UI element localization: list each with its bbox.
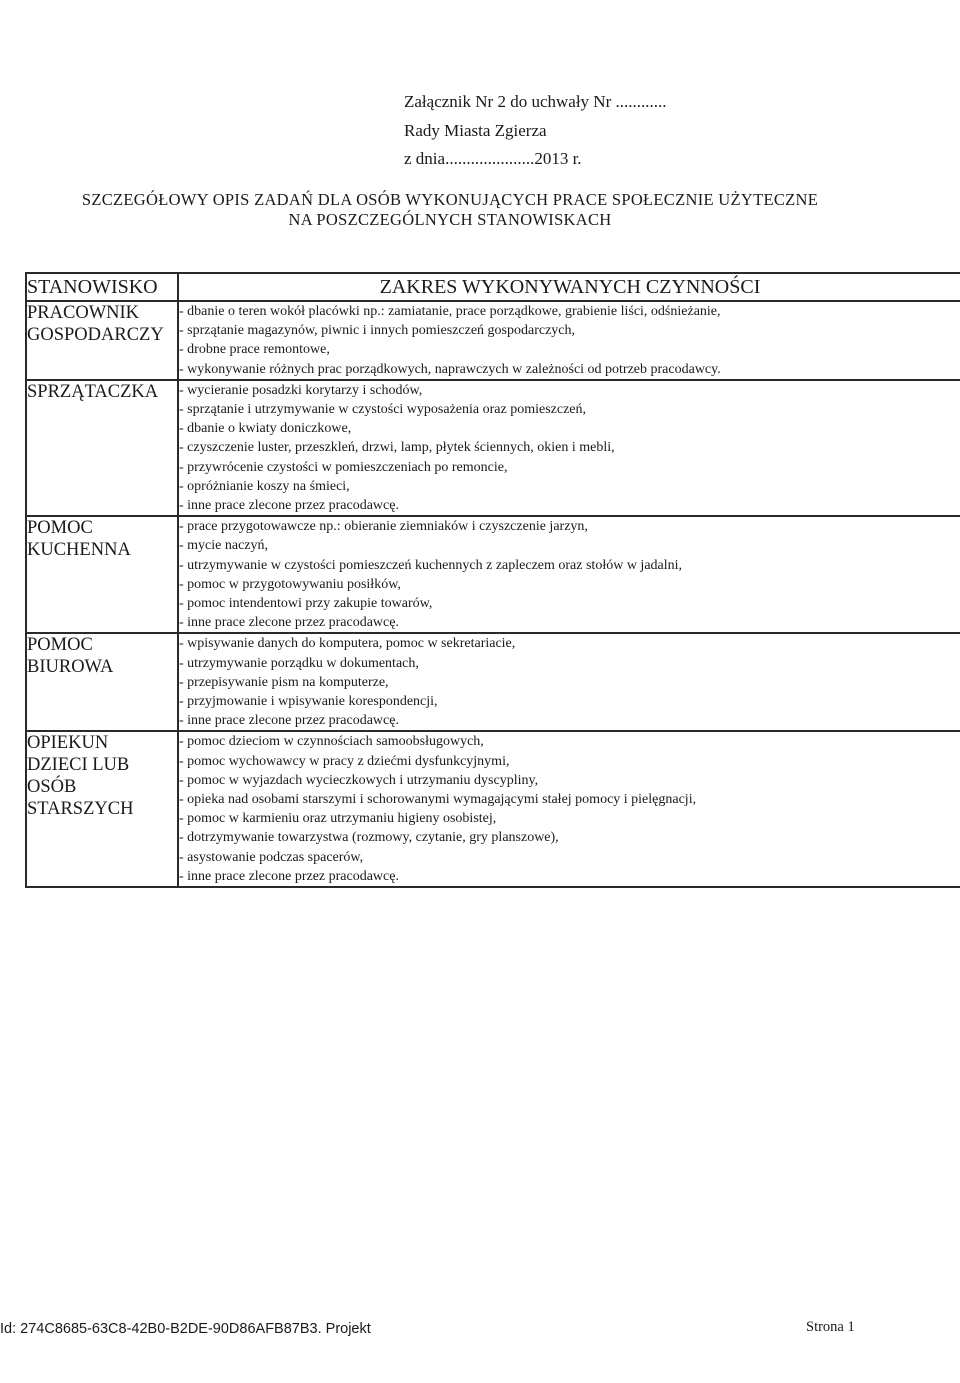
table-row <box>26 301 960 380</box>
duty-item: - inne prace zlecone przez pracodawcę. <box>179 498 399 514</box>
duties-list <box>179 381 960 515</box>
position-name-line: GOSPODARCZY <box>27 325 164 345</box>
duties-list <box>179 732 960 886</box>
duty-item: - pomoc intendentowi przy zakupie towarów, <box>179 596 433 612</box>
document-id: Id: 274C8685-63C8-42B0-B2DE-90D86AFB87B3. Projekt <box>0 1321 371 1337</box>
duty-item: - pomoc w przygotowywaniu posiłków, <box>179 576 401 592</box>
duty-item: - asystowanie podczas spacerów, <box>179 849 364 865</box>
duty-item: - przyjmowanie i wpisywanie korespondencji, <box>179 694 438 710</box>
column-header-duties: ZAKRES WYKONYWANYCH CZYNNOŚCI <box>178 273 960 301</box>
attachment-line-2: Rady Miasta Zgierza <box>404 120 547 140</box>
position-name-line: POMOC <box>27 635 93 656</box>
position-name-line: STARSZYCH <box>27 799 134 820</box>
position-name <box>26 301 178 380</box>
duty-item: - inne prace zlecone przez pracodawcę. <box>179 868 399 884</box>
table-row <box>26 633 960 731</box>
duty-item: - przepisywanie pism na komputerze, <box>179 674 389 690</box>
table-header-row <box>26 273 960 301</box>
duty-item: - prace przygotowawcze np.: obieranie ziemniaków i czyszczenie jarzyn, <box>179 519 588 535</box>
duties-cell <box>178 633 960 731</box>
position-name <box>26 731 178 887</box>
page-number: Strona 1 <box>806 1319 855 1335</box>
position-name-line: POMOC <box>27 518 93 539</box>
duty-item: - pomoc w wyjazdach wycieczkowych i utrzymaniu dyscypliny, <box>179 772 539 788</box>
duties-list <box>179 634 960 730</box>
duty-item: - sprzątanie magazynów, piwnic i innych pomieszczeń gospodarczych, <box>179 323 575 339</box>
duty-item: - pomoc w karmieniu oraz utrzymaniu higieny osobistej, <box>179 811 497 827</box>
position-name-line: OSÓB <box>27 777 77 798</box>
position-name-line: KUCHENNA <box>27 540 131 561</box>
duty-item: - przywrócenie czystości w pomieszczeniach po remoncie, <box>179 459 508 475</box>
duty-item: - dbanie o kwiaty doniczkowe, <box>179 421 352 437</box>
duties-cell <box>178 516 960 633</box>
duty-item: - utrzymywanie w czystości pomieszczeń kuchennych z zapleczem oraz stołów w jadalni, <box>179 557 683 573</box>
duty-item: - pomoc wychowawcy w pracy z dziećmi dysfunkcyjnymi, <box>179 753 510 769</box>
attachment-line-3: z dnia.....................2013 r. <box>404 149 582 168</box>
position-name <box>26 380 178 516</box>
table-body <box>26 301 960 887</box>
position-name <box>26 633 178 731</box>
duty-item: - inne prace zlecone przez pracodawcę. <box>179 713 399 729</box>
duty-item: - sprzątanie i utrzymywanie w czystości wyposażenia oraz pomieszczeń, <box>179 402 586 418</box>
attachment-header <box>404 88 666 174</box>
position-name-line: BIUROWA <box>27 657 114 678</box>
duty-item: - wycieranie posadzki korytarzy i schodów, <box>179 382 423 398</box>
table-row <box>26 380 960 516</box>
duty-item: - wykonywanie różnych prac porządkowych, naprawczych w zależności od potrzeb pracodawcy. <box>179 361 721 377</box>
duty-item: - inne prace zlecone przez pracodawcę. <box>179 615 399 631</box>
title-line-2: NA POSZCZEGÓLNYCH STANOWISKACH <box>288 210 612 229</box>
duty-item: - opieka nad osobami starszymi i schorowanymi wymagającymi stałej pomocy i pielęgnacji, <box>179 792 697 808</box>
title-line-1: SZCZEGÓŁOWY OPIS ZADAŃ DLA OSÓB WYKONUJĄCYCH PRACE SPOŁECZNIE UŻYTECZNE <box>81 190 819 209</box>
duty-item: - drobne prace remontowe, <box>179 342 330 358</box>
duty-item: - utrzymywanie porządku w dokumentach, <box>179 655 419 671</box>
duties-cell <box>178 731 960 887</box>
duty-item: - mycie naczyń, <box>179 538 269 554</box>
duty-item: - dbanie o teren wokół placówki np.: zamiatanie, prace porządkowe, grabienie liści, odśnieżanie, <box>179 304 721 319</box>
duties-cell <box>178 301 960 380</box>
duties-cell <box>178 380 960 516</box>
position-name <box>26 516 178 633</box>
duties-list <box>179 302 960 379</box>
attachment-line-1: Załącznik Nr 2 do uchwały Nr ............ <box>404 92 667 111</box>
position-name-line: OPIEKUN <box>27 733 109 754</box>
column-header-position: STANOWISKO <box>26 273 178 301</box>
tasks-table <box>25 272 960 888</box>
duties-list <box>179 517 960 632</box>
position-name-line: DZIECI LUB <box>27 755 130 776</box>
position-name-line: PRACOWNIK <box>27 303 140 323</box>
duty-item: - pomoc dzieciom w czynnościach samoobsługowych, <box>179 734 484 750</box>
duty-item: - dotrzymywanie towarzystwa (rozmowy, czytanie, gry planszowe), <box>179 830 559 846</box>
duty-item: - wpisywanie danych do komputera, pomoc w sekretariacie, <box>179 636 516 652</box>
duty-item: - opróżnianie koszy na śmieci, <box>179 478 350 494</box>
position-name-line: SPRZĄTACZKA <box>27 381 159 402</box>
document-title <box>0 190 900 230</box>
table-row <box>26 731 960 887</box>
duty-item: - czyszczenie luster, przeszkleń, drzwi, lamp, płytek ściennych, okien i mebli, <box>179 440 615 456</box>
table-row <box>26 516 960 633</box>
